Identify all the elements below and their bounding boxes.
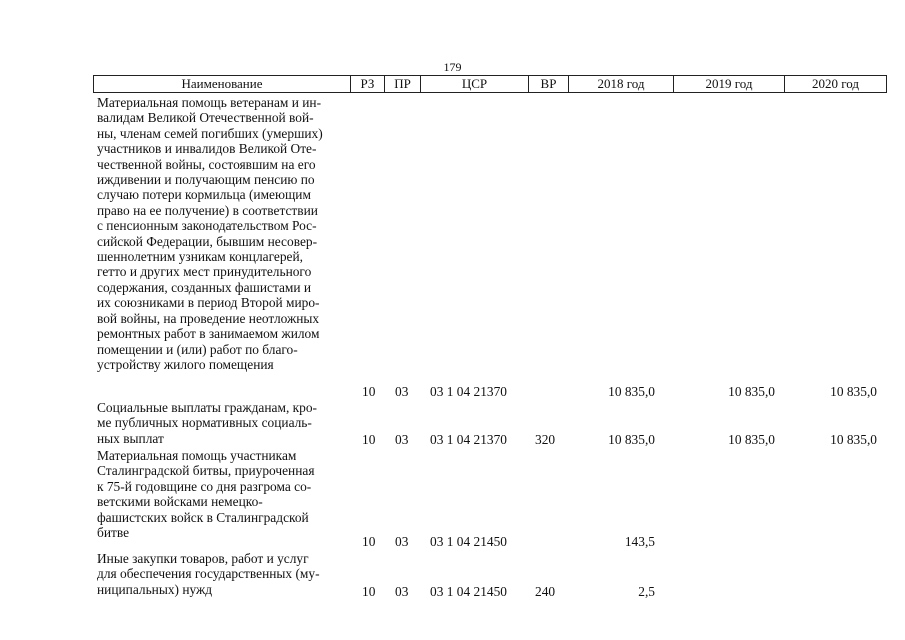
row-pr: 03 (395, 383, 409, 399)
row-name: Материальная помощь участникам Сталинградской битвы, приуроченная к 75-й годовщине со дня разгрома со- ветскими войсками немецко- фашистских войск в Сталинградской битве (97, 448, 315, 541)
row-csr: 03 1 04 21450 (430, 583, 507, 599)
row-csr: 03 1 04 21370 (430, 383, 507, 399)
row-2019: 10 835,0 (728, 431, 775, 447)
row-rz: 10 (362, 533, 376, 549)
header-2019: 2019 год (674, 76, 785, 92)
row-name: Социальные выплаты гражданам, кро- ме публичных нормативных социаль- ных выплат (97, 400, 317, 446)
header-vr: ВР (529, 76, 569, 92)
row-2020: 10 835,0 (830, 383, 877, 399)
row-name: Иные закупки товаров, работ и услуг для обеспечения государственных (му- ниципальных) нужд (97, 551, 320, 597)
table-header (93, 75, 887, 93)
table-row (0, 400, 905, 447)
row-name: Материальная помощь ветеранам и ин- валидам Великой Отечественной вой- ны, членам семей погибших (умерших) участников и инвалидов Великой Оте- чественной войны, состоявшим на его иждивении и получающим пенсию по случаю потери кормильца (имеющим право на ее получение) в соответствии с пенсионным законодательством Рос- сийской Федерации, бывшим несовер- шеннолетним узникам концлагерей, гетто и других мест принудительного содержания, созданных фашистами и их союзниками в период Второй миро- вой войны, на проведение неотложных ремонтных работ в занимаемом жилом помещении и (или) работ по благо- устройству жилого помещения (97, 95, 323, 372)
row-2019: 10 835,0 (728, 383, 775, 399)
header-csr: ЦСР (421, 76, 529, 92)
header-2018: 2018 год (569, 76, 674, 92)
row-vr: 240 (535, 583, 556, 599)
row-rz: 10 (362, 431, 376, 447)
header-pr: ПР (385, 76, 421, 92)
row-2018: 10 835,0 (608, 431, 655, 447)
row-2018: 143,5 (624, 533, 655, 549)
row-pr: 03 (395, 533, 409, 549)
row-pr: 03 (395, 431, 409, 447)
row-2018: 2,5 (638, 583, 655, 599)
table-row (0, 95, 905, 399)
row-2020: 10 835,0 (830, 431, 877, 447)
row-csr: 03 1 04 21450 (430, 533, 507, 549)
page-number: 179 (443, 60, 462, 74)
row-csr: 03 1 04 21370 (430, 431, 507, 447)
header-name: Наименование (94, 76, 351, 92)
row-rz: 10 (362, 583, 376, 599)
table-row (0, 448, 905, 549)
row-2018: 10 835,0 (608, 383, 655, 399)
header-rz: РЗ (351, 76, 385, 92)
row-vr: 320 (535, 431, 556, 447)
row-pr: 03 (395, 583, 409, 599)
header-2020: 2020 год (812, 76, 859, 91)
table-row (0, 551, 905, 599)
row-rz: 10 (362, 383, 376, 399)
